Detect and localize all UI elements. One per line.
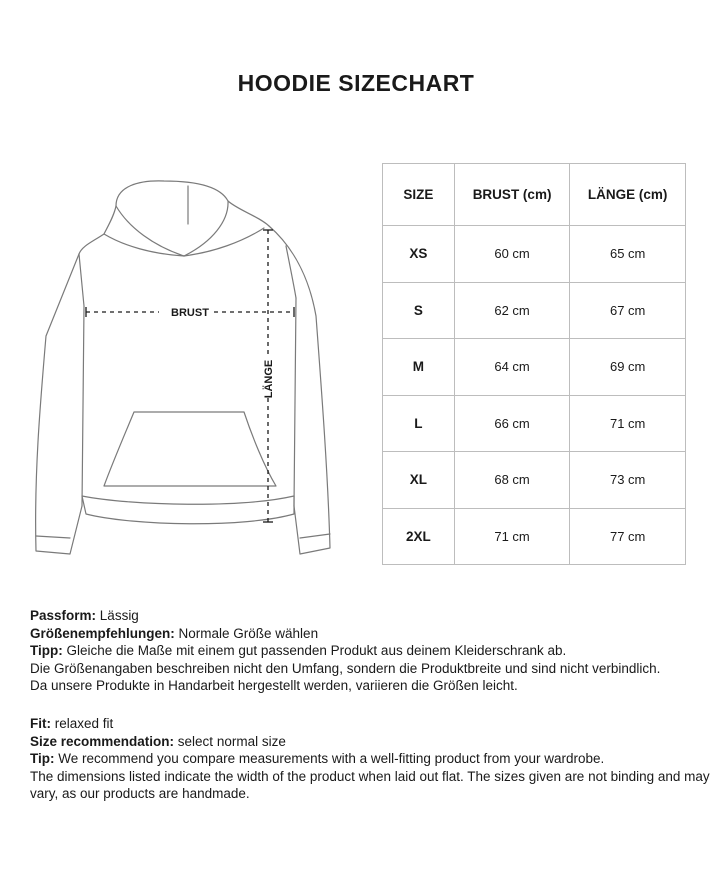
table-header-row	[383, 164, 686, 226]
size-cell: S	[383, 282, 455, 339]
dimension-note: Die Größenangaben beschreiben nicht den Umfang, sondern die Produktbreite und sind nicht verbindlich.	[30, 660, 661, 676]
hoodie-diagram	[24, 176, 334, 566]
table-row	[383, 508, 686, 565]
length-cell: 77 cm	[570, 508, 686, 565]
table-row	[383, 395, 686, 452]
handmade-note: Da unsere Produkte in Handarbeit hergestellt werden, variieren die Größen leicht.	[30, 678, 518, 694]
size-cell: M	[383, 339, 455, 396]
dimension-note: The dimensions listed indicate the width of the product when laid out flat. The sizes given are not binding and may vary, as our products are handmade.	[30, 768, 710, 802]
length-cell: 67 cm	[570, 282, 686, 339]
length-cell: 69 cm	[570, 339, 686, 396]
chest-cell: 64 cm	[454, 339, 570, 396]
header-chest: BRUST (cm)	[454, 164, 570, 226]
page-title: HOODIE SIZECHART	[237, 70, 475, 96]
length-cell: 71 cm	[570, 395, 686, 452]
tip-line: Tipp: Gleiche die Maße mit einem gut passenden Produkt aus deinem Kleiderschrank ab.	[30, 643, 567, 659]
chest-cell: 68 cm	[454, 452, 570, 509]
header-length: LÄNGE (cm)	[570, 164, 686, 226]
table-row	[383, 339, 686, 396]
table-row	[383, 282, 686, 339]
chest-label: BRUST	[171, 307, 209, 319]
fit-line: Passform: Lässig	[30, 608, 139, 623]
length-cell: 65 cm	[570, 226, 686, 283]
chest-cell: 62 cm	[454, 282, 570, 339]
chest-cell: 66 cm	[454, 395, 570, 452]
recommendation-line: Größenempfehlungen: Normale Größe wählen	[30, 625, 319, 641]
size-cell: XS	[383, 226, 455, 283]
length-label: LÄNGE	[263, 359, 275, 399]
hoodie-outline-icon	[24, 176, 334, 566]
length-cell: 73 cm	[570, 452, 686, 509]
size-cell: 2XL	[383, 508, 455, 565]
fit-line: Fit: relaxed fit	[30, 716, 114, 731]
size-cell: XL	[383, 452, 455, 509]
chest-cell: 60 cm	[454, 226, 570, 283]
notes-english	[30, 715, 710, 803]
table-row	[383, 452, 686, 509]
size-cell: L	[383, 395, 455, 452]
tip-line: Tip: We recommend you compare measurements with a well-fitting product from your wardrobe.	[30, 751, 605, 767]
size-table	[382, 163, 686, 565]
chest-cell: 71 cm	[454, 508, 570, 565]
table-row	[383, 226, 686, 283]
header-size: SIZE	[383, 164, 455, 226]
recommendation-line: Size recommendation: select normal size	[30, 733, 286, 749]
notes-german	[30, 607, 710, 695]
